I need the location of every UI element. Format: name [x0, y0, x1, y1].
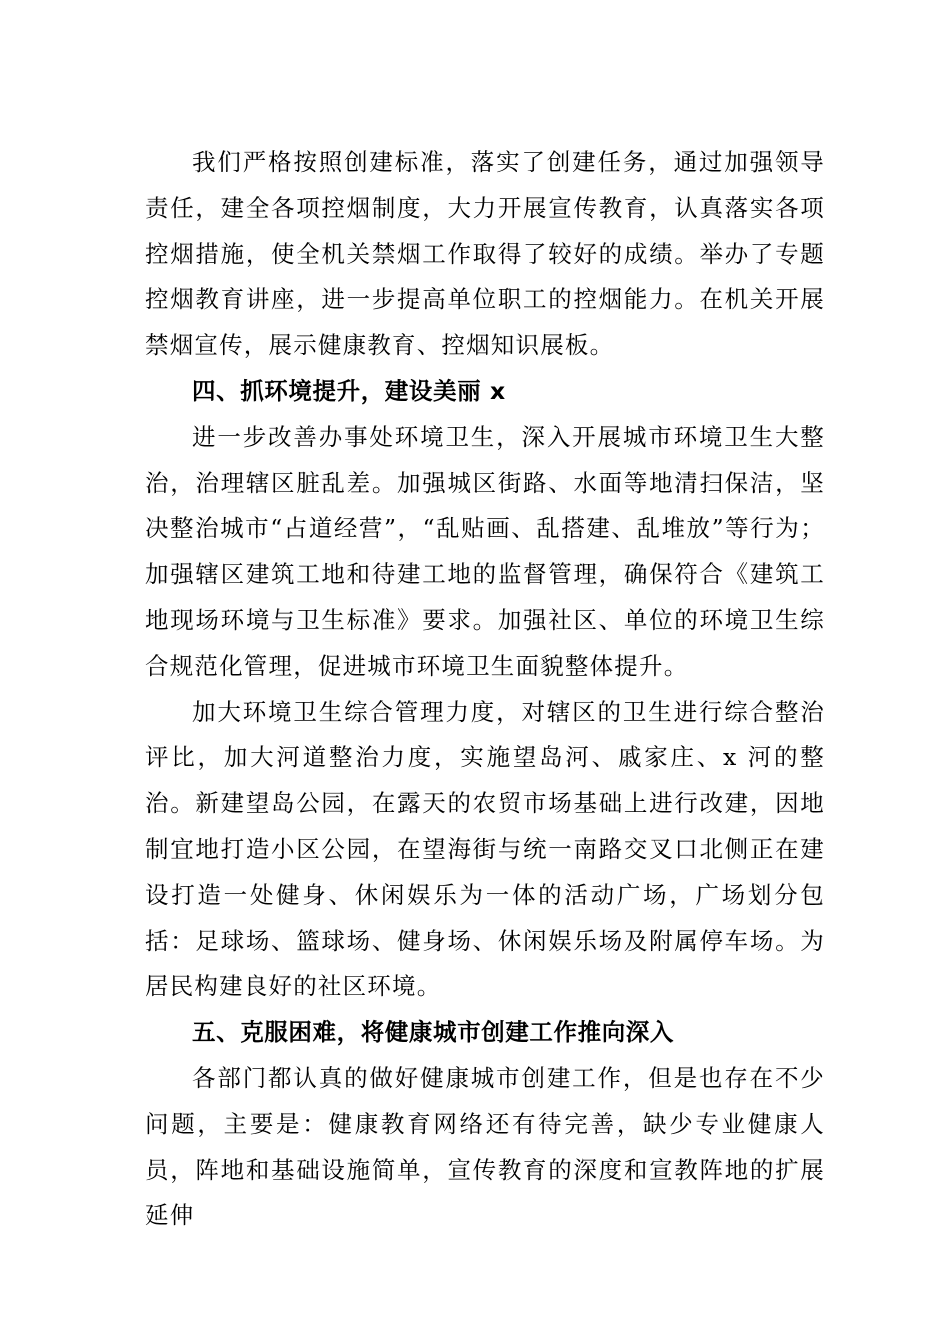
paragraph-environment-management: 加大环境卫生综合管理力度，对辖区的卫生进行综合整治评比，加大河道整治力度，实施望岛河、戚家庄、x 河的整治。新建望岛公园，在露天的农贸市场基础上进行改建，因地制宜地打造小区公园，在望海街与统一南路交叉口北侧正在建设打造一处健身、休闲娱乐为一体的活动广场，广场划分包括：足球场、篮球场、健身场、休闲娱乐场及附属停车场。为居民构建良好的社区环境。 [145, 697, 825, 1001]
paragraph-tobacco-control: 我们严格按照创建标准，落实了创建任务，通过加强领导责任，建全各项控烟制度，大力开展宣传教育，认真落实各项控烟措施，使全机关禁烟工作取得了较好的成绩。举办了专题控烟教育讲座，进一步提高单位职工的控烟能力。在机关开展禁烟宣传，展示健康教育、控烟知识展板。 [145, 148, 825, 360]
section-heading-four: 四、抓环境提升，建设美丽 x [192, 376, 506, 405]
section-heading-five: 五、克服困难，将健康城市创建工作推向深入 [192, 1018, 674, 1047]
paragraph-environment-sanitation: 进一步改善办事处环境卫生，深入开展城市环境卫生大整治，治理辖区脏乱差。加强城区街路、水面等地清扫保洁，坚决整治城市“占道经营”，“乱贴画、乱搭建、乱堆放”等行为；加强辖区建筑工地和待建工地的监督管理，确保符合《建筑工地现场环境与卫生标准》要求。加强社区、单位的环境卫生综合规范化管理，促进城市环境卫生面貌整体提升。 [145, 422, 825, 680]
paragraph-difficulties: 各部门都认真的做好健康城市创建工作，但是也存在不少问题，主要是：健康教育网络还有待完善，缺少专业健康人员，阵地和基础设施简单，宣传教育的深度和宣教阵地的扩展延伸 [145, 1063, 825, 1230]
document-body [145, 140, 825, 1239]
